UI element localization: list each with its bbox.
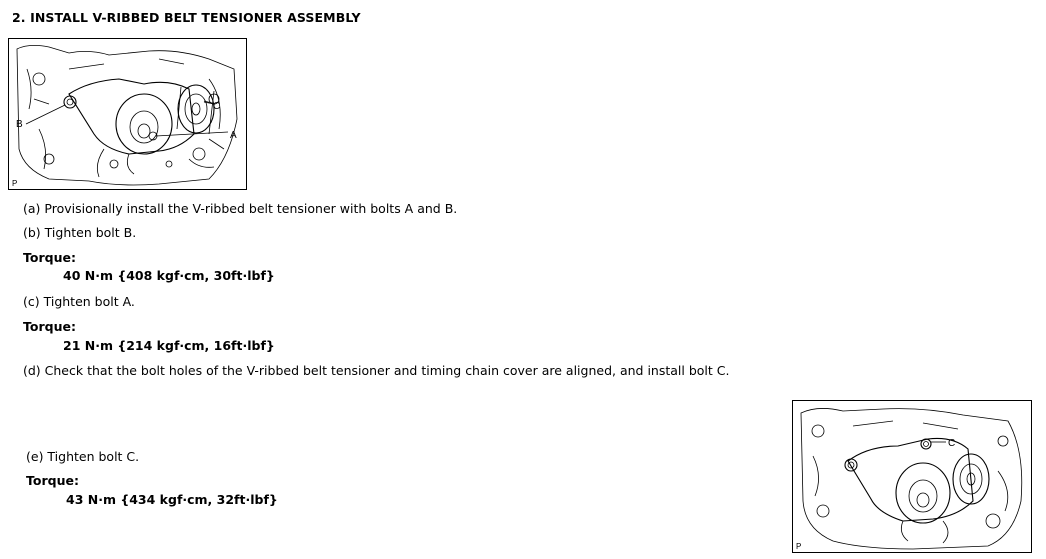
callout-a: A <box>230 130 237 141</box>
step-a-text: (a) Provisionally install the V-ribbed belt tensioner with bolts A and B. <box>23 201 458 216</box>
torque-value-b: 40 N·m {408 kgf·cm, 30ft·lbf} <box>63 268 275 283</box>
callout-c: C <box>213 101 221 112</box>
section-heading: 2. INSTALL V-RIBBED BELT TENSIONER ASSEMBLY <box>12 10 361 25</box>
step-e-text: (e) Tighten bolt C. <box>26 449 140 464</box>
callout-c-2: C <box>948 438 956 449</box>
torque-label-a: Torque: <box>23 319 76 334</box>
step-d-text: (d) Check that the bolt holes of the V-ribbed belt tensioner and timing chain cover are aligned, and install bolt C. <box>23 363 730 378</box>
callout-b: B <box>16 119 23 130</box>
tensioner-drawing <box>9 39 246 189</box>
torque-value-c: 43 N·m {434 kgf·cm, 32ft·lbf} <box>66 492 278 507</box>
tensioner-drawing-2 <box>793 401 1031 552</box>
torque-label-c: Torque: <box>26 473 79 488</box>
figure-corner-mark-2: P <box>796 542 802 551</box>
tensioner-illustration-bolts-abc <box>8 38 247 190</box>
torque-label-b: Torque: <box>23 250 76 265</box>
tensioner-illustration-bolt-c <box>792 400 1032 553</box>
torque-value-a: 21 N·m {214 kgf·cm, 16ft·lbf} <box>63 338 275 353</box>
step-b-text: (b) Tighten bolt B. <box>23 225 137 240</box>
figure-corner-mark: P <box>12 179 18 188</box>
step-c-text: (c) Tighten bolt A. <box>23 294 135 309</box>
